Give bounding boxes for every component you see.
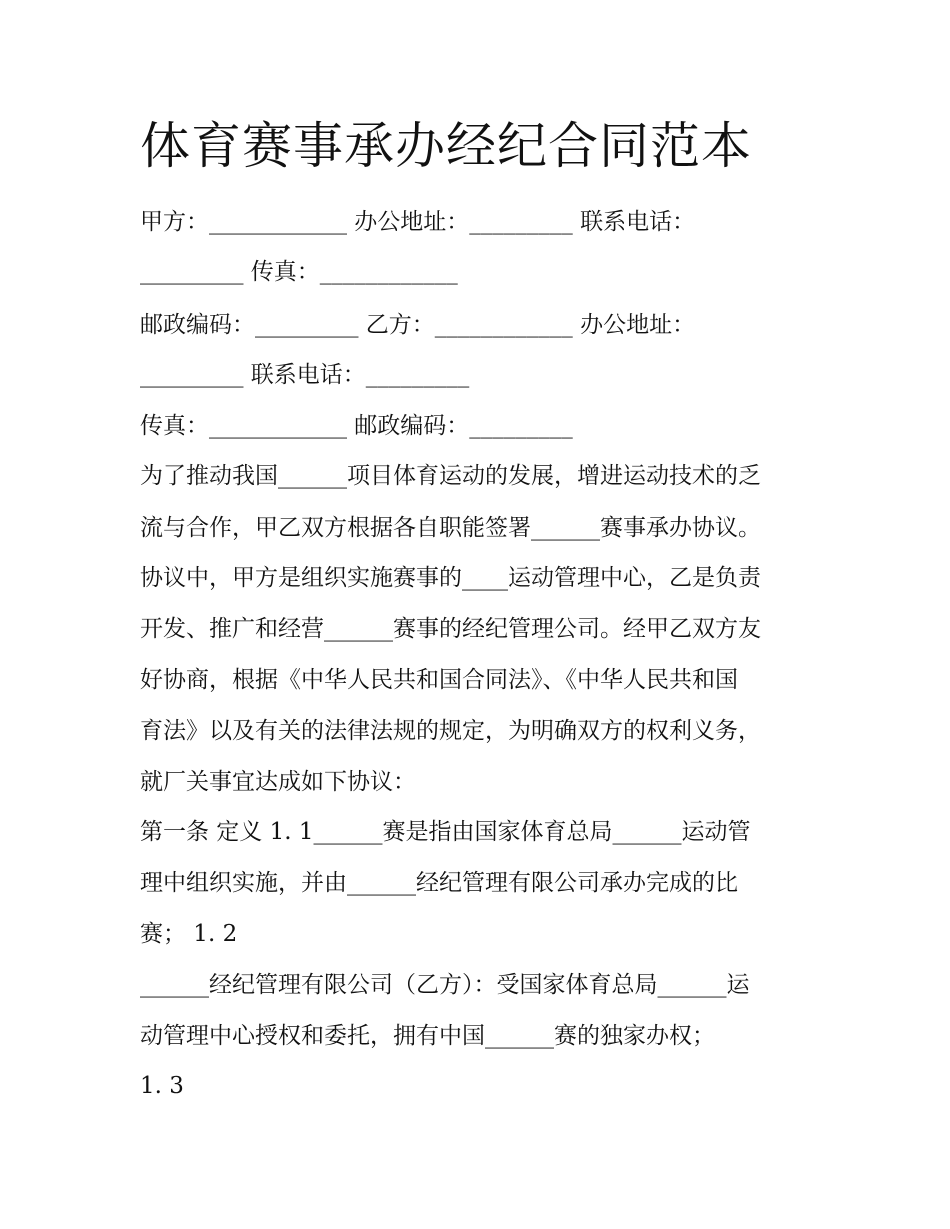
text-line: 开发、推广和经营______赛事的经纪管理公司。经甲乙双方友	[140, 616, 761, 642]
text-line: 第一条 定义 1. 1______赛是指由国家体育总局______运动管	[140, 819, 751, 845]
text-line: 动管理中心授权和委托，拥有中国______赛的独家办权；	[140, 1023, 715, 1049]
text-line: 理中组织实施，并由______经纪管理有限公司承办完成的比	[140, 870, 738, 896]
text-line: 流与合作，甲乙双方根据各自职能签署______赛事承办协议。	[140, 515, 761, 541]
text-line: _________ 传真：____________	[140, 259, 458, 285]
text-line: 邮政编码：_________ 乙方：____________ 办公地址：	[140, 312, 696, 338]
text-line: 传真：____________ 邮政编码：_________	[140, 413, 573, 439]
text-line: _________ 联系电话：_________	[140, 362, 470, 388]
text-line: 为了推动我国______项目体育运动的发展，增进运动技术的乏	[140, 463, 761, 489]
text-line: 协议中，甲方是组织实施赛事的____运动管理中心，乙是负责	[140, 565, 761, 591]
text-line: 育法》以及有关的法律法规的规定，为明确双方的权利义务，	[140, 718, 761, 744]
text-line: 1. 3	[140, 1073, 184, 1099]
text-line: 就厂关事宜达成如下协议：	[140, 769, 416, 795]
text-line: ______经纪管理有限公司（乙方）：受国家体育总局______运	[140, 972, 750, 998]
text-line: 好协商，根据《中华人民共和国合同法》、《中华人民共和国	[140, 667, 738, 693]
text-line: 甲方：____________ 办公地址：_________ 联系电话：	[140, 209, 696, 235]
document-title: 体育赛事承办经纪合同范本	[140, 117, 752, 175]
text-line: 赛； 1. 2	[140, 921, 238, 947]
